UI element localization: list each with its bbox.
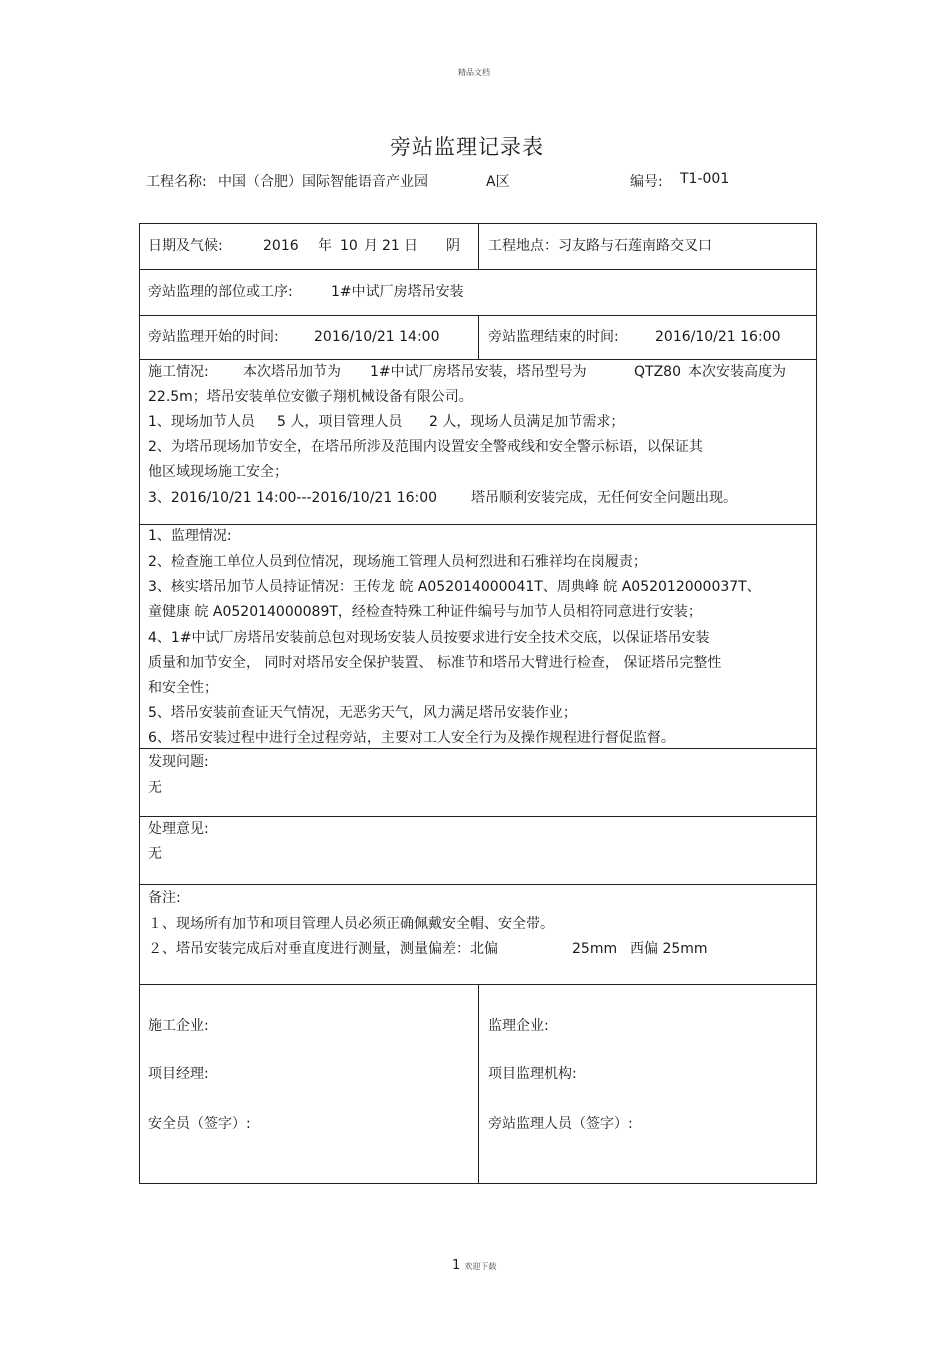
supervision-agency-label: 项目监理机构: bbox=[488, 1066, 577, 1082]
remarks-line: １、现场所有加节和项目管理人员必须正确佩戴安全帽、安全带。 bbox=[148, 916, 554, 932]
construction-text: 本次塔吊加节为 bbox=[243, 364, 341, 380]
row-divider bbox=[140, 816, 816, 817]
date-label: 日期及气候: bbox=[148, 238, 223, 254]
supervision-line: 1、监理情况: bbox=[148, 528, 232, 544]
header-note: 精品文档 bbox=[458, 68, 490, 77]
deviation-north: 25mm bbox=[572, 941, 618, 957]
construction-text: 1#中试厂房塔吊安装，塔吊型号为 bbox=[370, 364, 587, 380]
project-location: 工程地点：习友路与石莲南路交叉口 bbox=[488, 238, 712, 254]
construction-text: 他区域现场施工安全； bbox=[148, 464, 288, 480]
deviation-west: 西偏 25mm bbox=[630, 941, 708, 957]
construction-text: 5 人，项目管理人员 bbox=[277, 414, 403, 430]
tower-crane-model: QTZ80 bbox=[634, 364, 681, 380]
project-manager-label: 项目经理: bbox=[148, 1066, 209, 1082]
record-table bbox=[139, 223, 817, 1184]
col-divider bbox=[478, 224, 479, 269]
issues-label: 发现问题: bbox=[148, 754, 209, 770]
start-time-label: 旁站监理开始的时间: bbox=[148, 329, 279, 345]
onsite-supervisor-signature-label: 旁站监理人员（签字）: bbox=[488, 1116, 633, 1132]
date-year-unit: 年 bbox=[318, 238, 332, 254]
footer-note: 欢迎下载 bbox=[464, 1262, 497, 1271]
construction-text: 塔吊顺利安装完成，无任何安全问题出现。 bbox=[471, 490, 737, 506]
supervision-line: 5、塔吊安装前查证天气情况，无恶劣天气，风力满足塔吊安装作业； bbox=[148, 705, 577, 721]
opinion-label: 处理意见: bbox=[148, 821, 209, 837]
construction-text: 2、为塔吊现场加节安全，在塔吊所涉及范围内设置安全警戒线和安全警示标语，以保证其 bbox=[148, 439, 703, 455]
col-divider bbox=[478, 984, 479, 1184]
date-month: 10 bbox=[340, 238, 358, 254]
start-time-value: 2016/10/21 14:00 bbox=[314, 329, 440, 345]
safety-officer-signature-label: 安全员（签字）: bbox=[148, 1116, 251, 1132]
supervised-part-value: 1#中试厂房塔吊安装 bbox=[331, 284, 464, 300]
col-divider bbox=[478, 315, 479, 359]
number-label: 编号: bbox=[630, 174, 663, 190]
row-divider bbox=[140, 524, 816, 525]
page-number: 1 bbox=[452, 1258, 461, 1273]
date-day: 21 bbox=[382, 238, 400, 254]
remarks-line: ２、塔吊安装完成后对垂直度进行测量，测量偏差：北偏 bbox=[148, 941, 498, 957]
end-time-label: 旁站监理结束的时间: bbox=[488, 329, 619, 345]
date-day-unit: 日 bbox=[404, 238, 418, 254]
project-name: 中国（合肥）国际智能语音产业园 bbox=[218, 174, 428, 190]
date-year: 2016 bbox=[263, 238, 299, 254]
supervision-line: 4、1#中试厂房塔吊安装前总包对现场安装人员按要求进行安全技术交底，以保证塔吊安装 bbox=[148, 630, 710, 646]
date-month-unit: 月 bbox=[364, 238, 378, 254]
issues-value: 无 bbox=[148, 780, 162, 796]
construction-text: 本次安装高度为 bbox=[688, 364, 786, 380]
construction-text: 3、2016/10/21 14:00---2016/10/21 16:00 bbox=[148, 490, 438, 506]
page-title: 旁站监理记录表 bbox=[390, 135, 544, 159]
construction-label: 施工情况: bbox=[148, 364, 209, 380]
number-value: T1-001 bbox=[680, 171, 730, 187]
project-label: 工程名称: bbox=[146, 174, 207, 190]
row-divider bbox=[140, 884, 816, 885]
supervised-part-label: 旁站监理的部位或工序: bbox=[148, 284, 293, 300]
construction-text: 2 人，现场人员满足加节需求； bbox=[429, 414, 625, 430]
supervision-line: 2、检查施工单位人员到位情况，现场施工管理人员柯烈进和石雅祥均在岗履责； bbox=[148, 554, 647, 570]
page-footer bbox=[452, 1258, 496, 1273]
supervision-company-label: 监理企业: bbox=[488, 1018, 549, 1034]
supervision-line: 和安全性； bbox=[148, 680, 218, 696]
supervision-line: 3、核实塔吊加节人员持证情况：王传龙 皖 A052014000041T、周典峰 皖 A052012000037T、 bbox=[148, 579, 761, 595]
supervision-line: 质量和加节安全， 同时对塔吊安全保护装置、 标准节和塔吊大臂进行检查， 保证塔吊完整性 bbox=[148, 655, 722, 671]
project-zone: A区 bbox=[486, 174, 510, 190]
remarks-label: 备注: bbox=[148, 890, 181, 906]
row-divider bbox=[140, 269, 816, 270]
supervision-line: 6、塔吊安装过程中进行全过程旁站，主要对工人安全行为及操作规程进行督促监督。 bbox=[148, 730, 675, 746]
end-time-value: 2016/10/21 16:00 bbox=[655, 329, 781, 345]
opinion-value: 无 bbox=[148, 846, 162, 862]
construction-text: 22.5m；塔吊安装单位安徽子翔机械设备有限公司。 bbox=[148, 389, 473, 405]
construction-text: 1、现场加节人员 bbox=[148, 414, 255, 430]
weather: 阴 bbox=[446, 238, 460, 254]
construction-company-label: 施工企业: bbox=[148, 1018, 209, 1034]
supervision-line: 童健康 皖 A052014000089T，经检查特殊工种证件编号与加节人员相符同意进行安装； bbox=[148, 604, 702, 620]
